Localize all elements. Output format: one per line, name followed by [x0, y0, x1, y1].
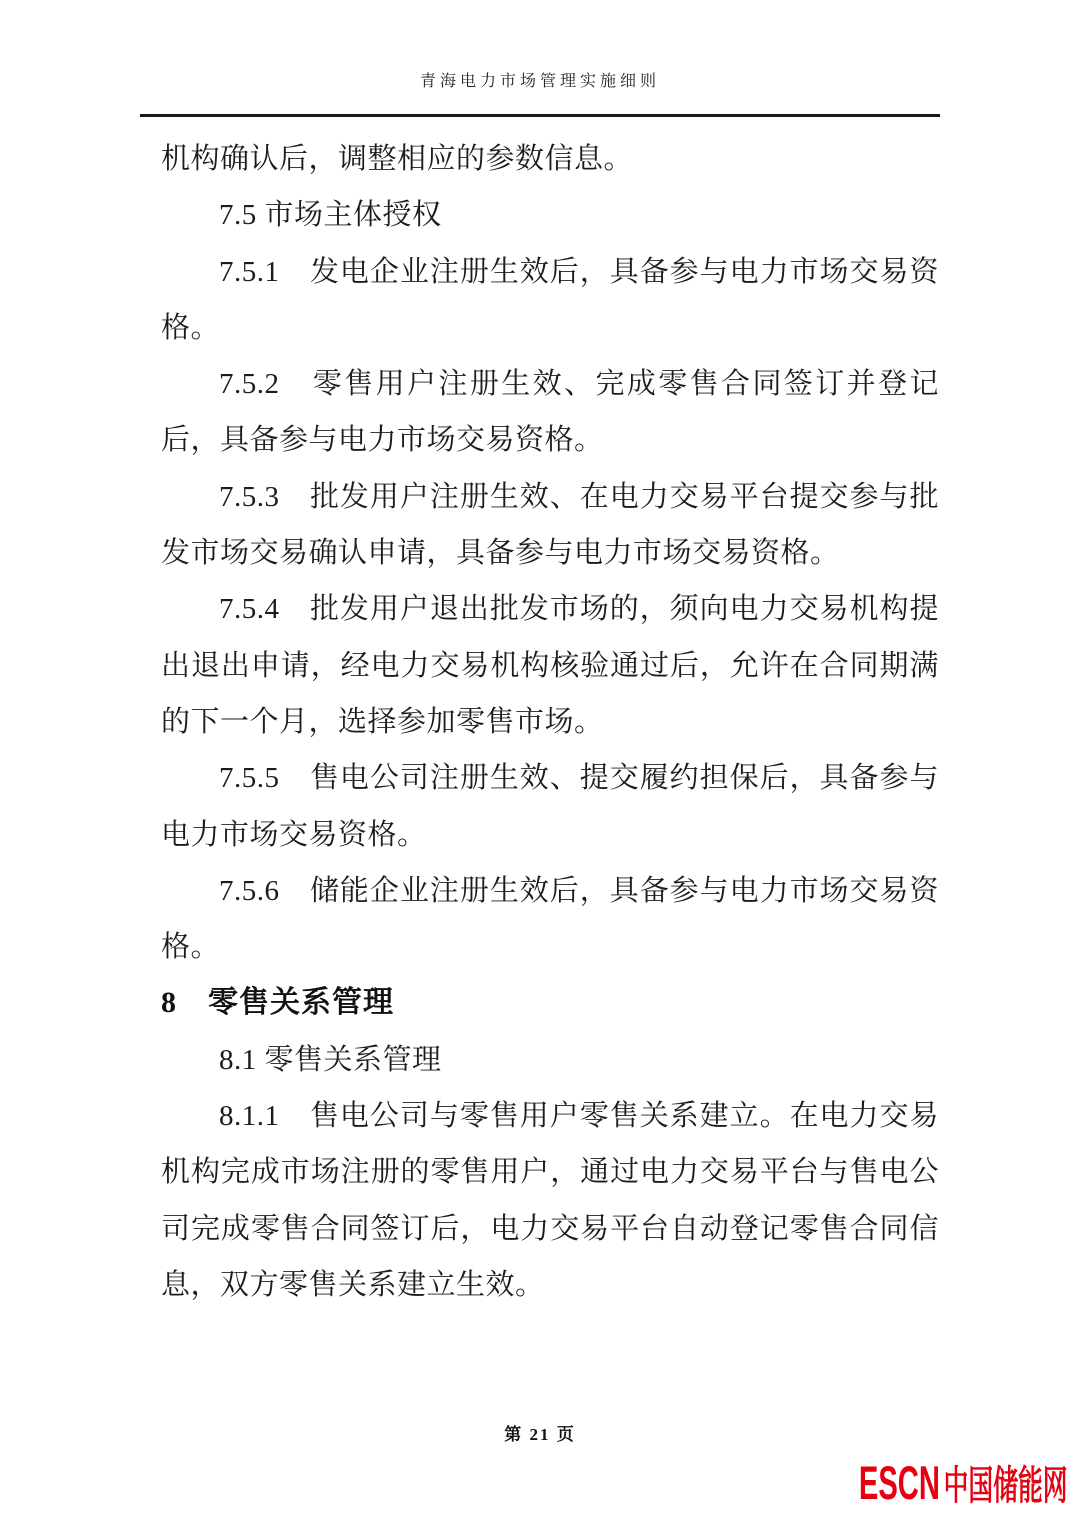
clause-8-1-1: 8.1.1 售电公司与零售用户零售关系建立。在电力交易机构完成市场注册的零售用户，通过电力交易平台与售电公司完成零售合同签订后，电力交易平台自动登记零售合同信息，双方零售关系建立生效。: [161, 1100, 939, 1301]
section-8-1-heading: 8.1 零售关系管理: [219, 1043, 442, 1076]
clause-7-5-3: 7.5.3 批发用户注册生效、在电力交易平台提交参与批发市场交易确认申请，具备参与电力市场交易资格。: [161, 480, 939, 570]
escn-watermark-logo: [859, 1454, 1068, 1511]
paragraph-continuation: 机构确认后，调整相应的参数信息。: [161, 143, 634, 175]
chapter-8-heading: 8 零售关系管理: [161, 986, 394, 1020]
page-header-title: 青海电力市场管理实施细则: [419, 73, 660, 90]
clause-7-5-2: 7.5.2 零售用户注册生效、完成零售合同签订并登记后，具备参与电力市场交易资格。: [161, 368, 939, 457]
escn-logo-text: ESCN: [859, 1456, 941, 1509]
clause-7-5-6: 7.5.6 储能企业注册生效后，具备参与电力市场交易资格。: [161, 874, 939, 964]
clause-7-5-4: 7.5.4 批发用户退出批发市场的，须向电力交易机构提出退出申请，经电力交易机构核验通过后，允许在合同期满的下一个月，选择参加零售市场。: [161, 593, 939, 738]
clause-7-5-5: 7.5.5 售电公司注册生效、提交履约担保后，具备参与电力市场交易资格。: [161, 762, 939, 851]
china-energy-storage-net-logo-text: 中国储能网: [944, 1464, 1068, 1508]
clause-7-5-1: 7.5.1 发电企业注册生效后，具备参与电力市场交易资格。: [161, 255, 939, 344]
document-body: [161, 131, 939, 1313]
header-rule-divider: [140, 114, 940, 117]
footer-page-number: 第 21 页: [504, 1425, 576, 1444]
section-7-5-heading: 7.5 市场主体授权: [219, 199, 442, 232]
